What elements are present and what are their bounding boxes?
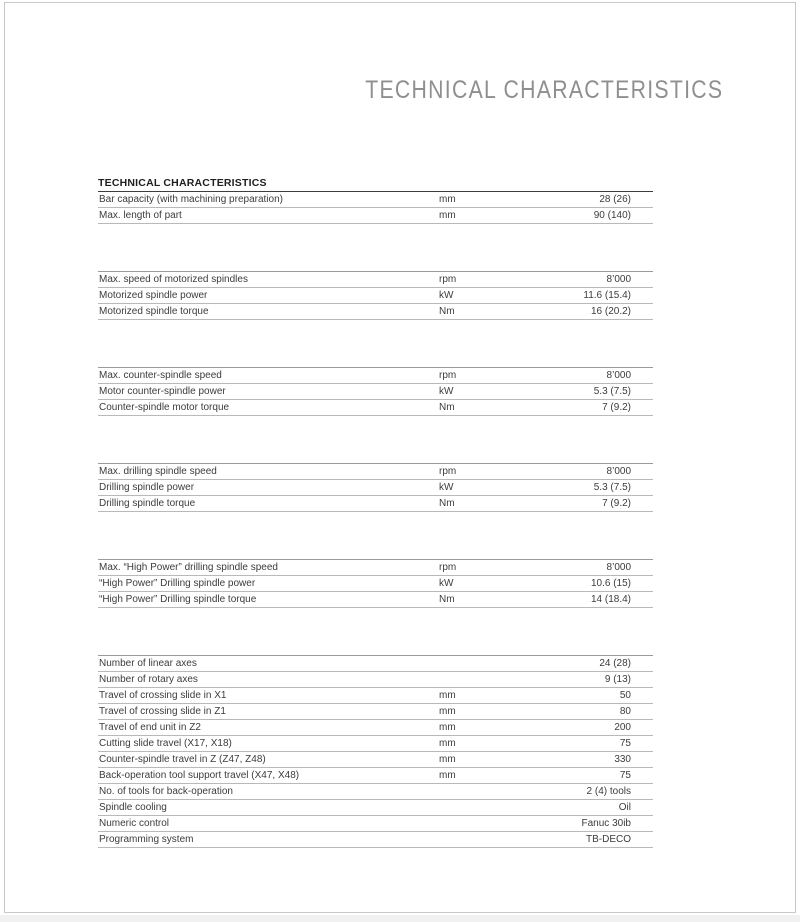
- spec-label: Drilling spindle torque: [99, 498, 196, 509]
- spec-unit: Nm: [439, 402, 455, 413]
- spec-label: Number of linear axes: [99, 658, 197, 669]
- spec-unit: mm: [439, 770, 456, 781]
- spec-unit: Nm: [439, 594, 455, 605]
- spec-section: [98, 192, 653, 224]
- spec-value: 11.6 (15.4): [583, 290, 631, 301]
- spec-label: Motorized spindle power: [99, 290, 208, 301]
- spec-label: Spindle cooling: [99, 802, 167, 813]
- spec-unit: mm: [439, 754, 456, 765]
- spec-label: Number of rotary axes: [99, 674, 198, 685]
- spec-unit: kW: [439, 482, 454, 493]
- table-row: [98, 752, 653, 768]
- spec-section: [98, 271, 653, 320]
- spec-value: 8’000: [606, 466, 631, 477]
- table-row: [98, 592, 653, 608]
- spec-value: 2 (4) tools: [586, 786, 631, 797]
- spec-value: 5.3 (7.5): [593, 386, 631, 397]
- spec-label: Counter-spindle travel in Z (Z47, Z48): [99, 754, 266, 765]
- spec-unit: rpm: [439, 274, 457, 285]
- spec-value: 8’000: [606, 370, 631, 381]
- spec-value: Fanuc 30ib: [581, 818, 631, 829]
- spec-unit: Nm: [439, 498, 455, 509]
- table-row: [98, 768, 653, 784]
- spec-value: 24 (28): [599, 658, 631, 669]
- spec-section: [98, 559, 653, 608]
- spec-unit: mm: [439, 706, 456, 717]
- spec-value: Oil: [618, 802, 631, 813]
- table-row: [98, 400, 653, 416]
- spec-label: Programming system: [99, 834, 194, 845]
- spec-value: 90 (140): [593, 210, 631, 221]
- spec-unit: mm: [439, 690, 456, 701]
- spec-label: Max. speed of motorized spindles: [99, 274, 248, 285]
- table-row: [98, 192, 653, 208]
- table-row: [98, 272, 653, 288]
- table-row: [98, 464, 653, 480]
- spec-value: 75: [619, 770, 631, 781]
- spec-value: 200: [614, 722, 631, 733]
- spec-value: 28 (26): [599, 194, 631, 205]
- table-row: [98, 208, 653, 224]
- table-row: [98, 304, 653, 320]
- spec-label: Max. counter-spindle speed: [99, 370, 222, 381]
- spec-label: Max. “High Power” drilling spindle speed: [99, 562, 278, 573]
- spec-value: TB-DECO: [586, 834, 631, 845]
- spec-unit: rpm: [439, 370, 457, 381]
- spec-unit: rpm: [439, 466, 457, 477]
- spec-table: [98, 176, 653, 848]
- spec-table-header: TECHNICAL CHARACTERISTICS: [98, 176, 653, 192]
- spec-value: 10.6 (15): [590, 578, 631, 589]
- spec-value: 7 (9.2): [602, 498, 631, 509]
- table-row: [98, 800, 653, 816]
- spec-unit: kW: [439, 578, 454, 589]
- spec-label: Travel of crossing slide in Z1: [99, 706, 226, 717]
- spec-label: Max. length of part: [99, 210, 182, 221]
- spec-value: 75: [619, 738, 631, 749]
- spec-label: Cutting slide travel (X17, X18): [99, 738, 232, 749]
- page-bottom-edge: [0, 915, 800, 922]
- table-row: [98, 736, 653, 752]
- spec-unit: rpm: [439, 562, 457, 573]
- spec-label: Max. drilling spindle speed: [99, 466, 217, 477]
- table-row: [98, 720, 653, 736]
- spec-label: “High Power” Drilling spindle power: [99, 578, 256, 589]
- table-row: [98, 496, 653, 512]
- spec-label: Counter-spindle motor torque: [99, 402, 230, 413]
- spec-label: Travel of end unit in Z2: [99, 722, 201, 733]
- spec-value: 5.3 (7.5): [593, 482, 631, 493]
- table-row: [98, 576, 653, 592]
- spec-unit: Nm: [439, 306, 455, 317]
- spec-label: Bar capacity (with machining preparation): [99, 194, 283, 205]
- spec-unit: kW: [439, 290, 454, 301]
- page-title: TECHNICAL CHARACTERISTICS: [364, 76, 723, 104]
- spec-label: Travel of crossing slide in X1: [99, 690, 227, 701]
- spec-unit: mm: [439, 194, 456, 205]
- spec-unit: kW: [439, 386, 454, 397]
- spec-label: Motor counter-spindle power: [99, 386, 226, 397]
- spec-label: Numeric control: [99, 818, 170, 829]
- spec-value: 16 (20.2): [590, 306, 631, 317]
- spec-unit: mm: [439, 210, 456, 221]
- table-row: [98, 368, 653, 384]
- spec-value: 8’000: [606, 274, 631, 285]
- spec-value: 7 (9.2): [602, 402, 631, 413]
- spec-table-sections: [98, 192, 653, 848]
- spec-value: 330: [614, 754, 631, 765]
- spec-label: Back-operation tool support travel (X47, X48): [99, 770, 300, 781]
- table-row: [98, 672, 653, 688]
- spec-label: “High Power” Drilling spindle torque: [99, 594, 257, 605]
- spec-label: No. of tools for back-operation: [99, 786, 233, 797]
- spec-value: 8’000: [606, 562, 631, 573]
- table-row: [98, 816, 653, 832]
- spec-unit: mm: [439, 738, 456, 749]
- spec-value: 9 (13): [604, 674, 631, 685]
- spec-section: [98, 367, 653, 416]
- spec-section: [98, 655, 653, 848]
- table-row: [98, 384, 653, 400]
- spec-value: 80: [619, 706, 631, 717]
- table-row: [98, 784, 653, 800]
- spec-value: 14 (18.4): [590, 594, 631, 605]
- table-row: [98, 656, 653, 672]
- spec-label: Drilling spindle power: [99, 482, 195, 493]
- table-row: [98, 688, 653, 704]
- table-row: [98, 704, 653, 720]
- table-row: [98, 832, 653, 848]
- table-row: [98, 288, 653, 304]
- spec-value: 50: [619, 690, 631, 701]
- spec-section: [98, 463, 653, 512]
- spec-label: Motorized spindle torque: [99, 306, 209, 317]
- table-row: [98, 560, 653, 576]
- spec-unit: mm: [439, 722, 456, 733]
- table-row: [98, 480, 653, 496]
